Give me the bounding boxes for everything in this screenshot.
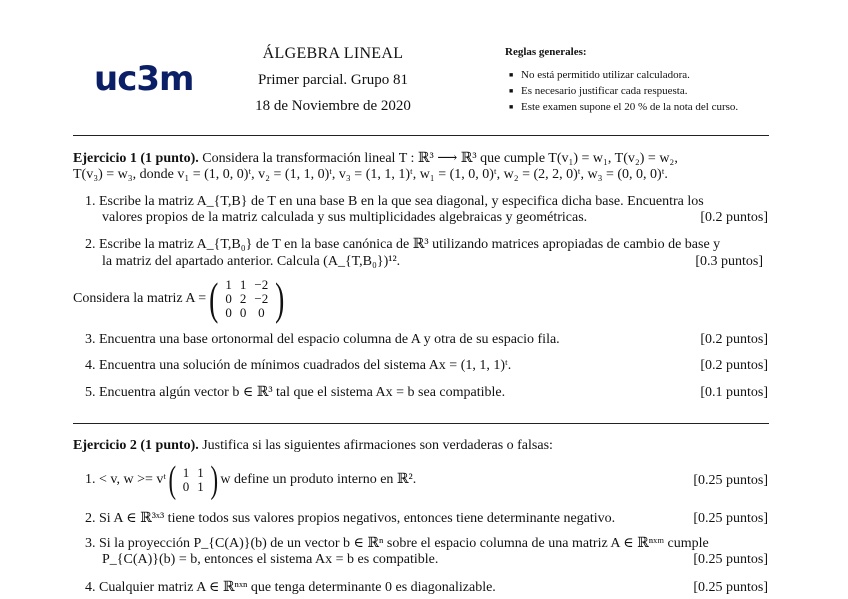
rule-item: ■ Es necesario justificar cada respuesta. xyxy=(521,83,738,99)
ex1-q4-points: [0.2 puntos] xyxy=(700,358,768,373)
ex2-title: Ejercicio 2 (1 punto). xyxy=(73,438,199,453)
divider xyxy=(73,135,769,136)
ex1-q2-line2: la matriz del apartado anterior. Calcula (A_{T,B₀})¹². xyxy=(102,254,401,269)
ex1-q4: 4. Encuentra una solución de mínimos cuadrados del sistema Ax = (1, 1, 1)ᵗ. xyxy=(85,358,512,373)
matrix-label: Considera la matriz A = xyxy=(73,291,207,306)
ex2-q2: 2. Si A ∈ ℝ³ˣ³ tiene todos sus valores propios negativos, entonces tiene determinante negativo. xyxy=(85,511,616,526)
ex1-title: Ejercicio 1 (1 punto). xyxy=(73,151,199,166)
ex2-q1-matrix xyxy=(166,461,220,499)
uc3m-logo: uc3m xyxy=(94,59,194,99)
ex1-intro-a: Considera la transformación lineal T : ℝ³ ⟶ ℝ³ que cumple T(v₁) = w₁, T(v₂) = w₂, xyxy=(202,151,678,166)
matrix-a xyxy=(206,273,288,324)
ex1-q3-points: [0.2 puntos] xyxy=(700,332,768,347)
ex2-q3-line2: P_{C(A)}(b) = b, entonces el sistema Ax = b es compatible. xyxy=(102,552,439,567)
ex1-intro-line1 xyxy=(73,151,773,167)
rule-item: ■ Este examen supone el 20 % de la nota del curso. xyxy=(521,99,738,115)
divider xyxy=(73,423,769,424)
exam-date: 18 de Noviembre de 2020 xyxy=(255,98,411,114)
left-paren: ( xyxy=(168,459,177,501)
matrix-a-table: 1 1 −2 0 2 −2 0 0 0 xyxy=(225,277,269,320)
rule-item: ■ No está permitido utilizar calculadora. xyxy=(521,67,738,83)
matrix-statement xyxy=(73,273,333,324)
ex2-q4-points: [0.25 puntos] xyxy=(693,580,768,595)
ex2-q3-line1: 3. Si la proyección P_{C(A)}(b) de un vector b ∈ ℝⁿ sobre el espacio columna de una matriz A ∈ ℝⁿˣᵐ cumple xyxy=(85,536,709,551)
ex1-q2-points: [0.3 puntos] xyxy=(695,254,763,269)
right-paren: ) xyxy=(210,459,218,501)
left-paren: ( xyxy=(209,273,219,324)
course-title: ÁLGEBRA LINEAL xyxy=(262,45,404,62)
ex1-q1-line1: 1. Escribe la matriz A_{T,B} de T en una base B en la que sea diagonal, y especifica dicha base. Encuentra los xyxy=(85,194,704,209)
ex2-q1 xyxy=(85,459,645,501)
right-paren: ) xyxy=(275,273,285,324)
ex2-intro-line xyxy=(73,438,773,454)
general-rules xyxy=(505,46,738,115)
ex2-q1-pre: 1. < v, w >= vᵗ xyxy=(85,472,167,487)
ex2-q2-points: [0.25 puntos] xyxy=(693,511,768,526)
ex1-q1-points: [0.2 puntos] xyxy=(700,210,768,225)
ex1-q5-points: [0.1 puntos] xyxy=(700,385,768,400)
ex1-q3: 3. Encuentra una base ortonormal del espacio columna de A y otra de su espacio fila. xyxy=(85,332,560,347)
ex1-q1-line2: valores propios de la matriz calculada y sus multiplicidades algebraicas y geométricas. xyxy=(102,210,588,225)
rules-heading: Reglas generales: xyxy=(505,46,587,58)
ex1-intro-b: T(v₃) = w₃, donde v₁ = (1, 0, 0)ᵗ, v₂ = (1, 1, 0)ᵗ, v₃ = (1, 1, 1)ᵗ, w₁ = (1, 0, 0)ᵗ, w₂ = (2, 2, 0)ᵗ, w₃ = (0, 0, 0)ᵗ. xyxy=(73,167,668,182)
ex2-q4: 4. Cualquier matriz A ∈ ℝⁿˣⁿ que tenga determinante 0 es diagonalizable. xyxy=(85,580,496,595)
exam-title-block xyxy=(248,44,418,122)
ex1-q5: 5. Encuentra algún vector b ∈ ℝ³ tal que el sistema Ax = b sea compatible. xyxy=(85,385,506,400)
ex2-q1-points: [0.25 puntos] xyxy=(693,473,768,488)
exam-subtitle: Primer parcial. Grupo 81 xyxy=(258,72,408,88)
ex2-q3-points: [0.25 puntos] xyxy=(693,552,768,567)
ex2-q1-post: w define un produto interno en ℝ². xyxy=(220,472,417,487)
rules-list xyxy=(505,67,738,115)
ex2-intro: Justifica si las siguientes afirmaciones son verdaderas o falsas: xyxy=(202,438,553,453)
ex2-q1-matrix-table: 1 1 0 1 xyxy=(182,465,204,494)
ex1-q2-line1: 2. Escribe la matriz A_{T,B₀} de T en la base canónica de ℝ³ utilizando matrices apropiadas de cambio de base y xyxy=(85,237,721,252)
